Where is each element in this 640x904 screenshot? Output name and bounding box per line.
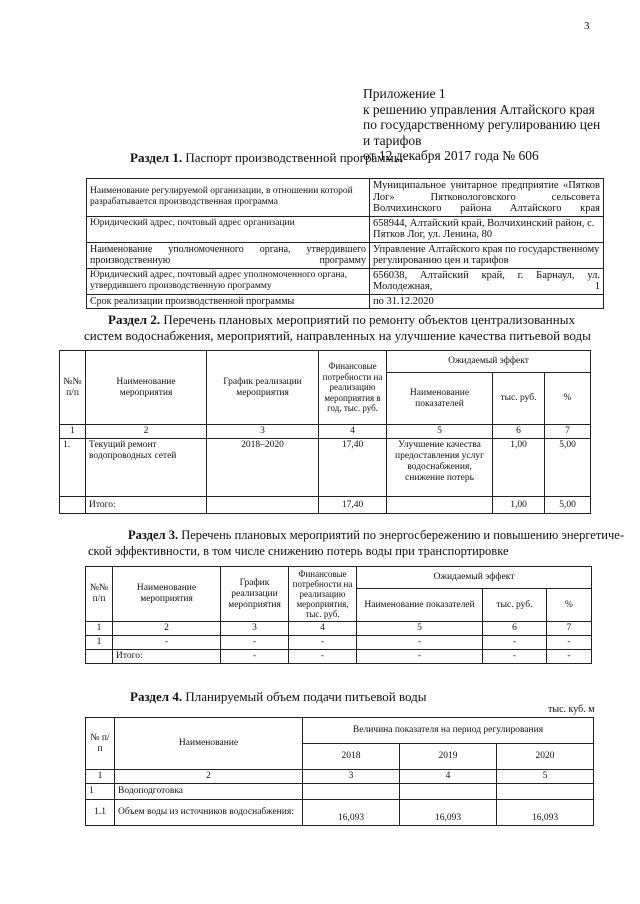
col-number: 1 bbox=[86, 770, 115, 784]
header-year: 2018 bbox=[303, 744, 400, 770]
col-number: 3 bbox=[221, 622, 289, 636]
table-row bbox=[60, 425, 591, 439]
header-num: № п/п bbox=[86, 718, 115, 770]
row-num: 1 bbox=[86, 784, 115, 800]
row-name: Объем воды из источников водоснабжения: bbox=[115, 800, 303, 826]
col-number: 3 bbox=[303, 770, 400, 784]
header-finance: Финансовые потребности на реализацию мероприятия, тыс. руб. bbox=[289, 567, 357, 622]
col-number: 1 bbox=[60, 425, 86, 439]
row-value: 16,093 bbox=[303, 800, 400, 826]
total-pct: - bbox=[547, 650, 592, 664]
row-name: Текущий ремонт водопроводных сетей bbox=[86, 439, 207, 497]
units-label: тыс. куб. м bbox=[548, 704, 595, 715]
row-finance: 17,40 bbox=[319, 439, 387, 497]
table-row bbox=[86, 718, 594, 744]
header-rub: тыс. руб. bbox=[483, 589, 547, 622]
total-label: Итого: bbox=[113, 650, 221, 664]
section2-title: Раздел 2. Перечень плановых мероприятий по ремонту объектов централизованных систем водоснабжения, мероприятий, направленных на улучшение качества питьевой воды bbox=[84, 312, 591, 343]
header-num: №№ п/п bbox=[86, 567, 113, 622]
passport-name: Наименование регулируемой организации, в отношении которой разрабатывается производственная программа bbox=[87, 179, 370, 217]
row-rub: 1,00 bbox=[493, 439, 545, 497]
header-indicator: Наименование показателей bbox=[357, 589, 483, 622]
row-schedule: 2018–2020 bbox=[207, 439, 319, 497]
total-label: Итого: bbox=[86, 497, 207, 514]
total-finance: - bbox=[289, 650, 357, 664]
total-rub: - bbox=[483, 650, 547, 664]
table-row bbox=[86, 636, 592, 650]
table-row bbox=[60, 439, 591, 497]
row-pct: - bbox=[547, 636, 592, 650]
appendix-line: и тарифов bbox=[363, 132, 422, 148]
header-finance: Финансовые потребности на реализацию мероприятия в год, тыс. руб. bbox=[319, 351, 387, 425]
passport-value: 658944, Алтайский край, Волчихинский район, с. Пятков Лог, ул. Ленина, 80 bbox=[370, 216, 604, 242]
table-row bbox=[86, 800, 594, 826]
header-pct: % bbox=[545, 373, 591, 425]
total-pct: 5,00 bbox=[545, 497, 591, 514]
table-row bbox=[87, 179, 604, 217]
table-row bbox=[60, 497, 591, 514]
row-value: 16,093 bbox=[497, 800, 594, 826]
header-effect: Ожидаемый эффект bbox=[387, 351, 591, 373]
table-row bbox=[87, 268, 604, 294]
passport-name: Наименование уполномоченного органа, утвердившего производственную программу bbox=[87, 242, 370, 268]
header-year: 2020 bbox=[497, 744, 594, 770]
row-pct: 5,00 bbox=[545, 439, 591, 497]
row-num: 1 bbox=[86, 636, 113, 650]
col-number: 1 bbox=[86, 622, 113, 636]
total-indicator: - bbox=[357, 650, 483, 664]
row-finance: - bbox=[289, 636, 357, 650]
table-row bbox=[86, 622, 592, 636]
header-indicator: Наименование показателей bbox=[387, 373, 493, 425]
col-number: 2 bbox=[115, 770, 303, 784]
row-indicator: - bbox=[357, 636, 483, 650]
section1-title: Раздел 1. Паспорт производственной программы bbox=[130, 150, 403, 165]
passport-value: по 31.12.2020 bbox=[370, 294, 604, 309]
passport-name: Срок реализации производственной программы bbox=[87, 294, 370, 309]
col-number: 7 bbox=[545, 425, 591, 439]
col-number: 2 bbox=[113, 622, 221, 636]
passport-value: 656038, Алтайский край, г. Барнаул, ул. Молодежная, 1 bbox=[370, 268, 604, 294]
page-number: 3 bbox=[584, 20, 590, 32]
col-number: 7 bbox=[547, 622, 592, 636]
row-schedule: - bbox=[221, 636, 289, 650]
appendix-line: к решению управления Алтайского края bbox=[363, 101, 595, 117]
passport-value: Управление Алтайского края по государственному регулированию цен и тарифов bbox=[370, 242, 604, 268]
header-name: Наименование bbox=[115, 718, 303, 770]
passport-name: Юридический адрес, почтовый адрес уполномоченного органа, утвердившего производственную программу bbox=[87, 268, 370, 294]
header-year: 2019 bbox=[400, 744, 497, 770]
table-row bbox=[86, 770, 594, 784]
header-name: Наименование мероприятия bbox=[113, 567, 221, 622]
section4-title: Раздел 4. Планируемый объем подачи питьевой воды bbox=[130, 689, 427, 704]
passport-name: Юридический адрес, почтовый адрес организации bbox=[87, 216, 370, 242]
table-row bbox=[87, 242, 604, 268]
col-number: 3 bbox=[207, 425, 319, 439]
header-num: №№ п/п bbox=[60, 351, 86, 425]
row-num: 1.1 bbox=[86, 800, 115, 826]
total-finance: 17,40 bbox=[319, 497, 387, 514]
row-value bbox=[303, 784, 400, 800]
row-value bbox=[497, 784, 594, 800]
table-row bbox=[86, 650, 592, 664]
header-period: Величина показателя на период регулирования bbox=[303, 718, 594, 744]
row-value: 16,093 bbox=[400, 800, 497, 826]
col-number: 6 bbox=[493, 425, 545, 439]
table-row bbox=[87, 294, 604, 309]
col-number: 2 bbox=[86, 425, 207, 439]
row-value bbox=[400, 784, 497, 800]
row-name: - bbox=[113, 636, 221, 650]
col-number: 5 bbox=[387, 425, 493, 439]
col-number: 4 bbox=[289, 622, 357, 636]
row-indicator: Улучшение качества предоставления услуг водоснабжения, снижение потерь bbox=[387, 439, 493, 497]
col-number: 4 bbox=[319, 425, 387, 439]
table-row bbox=[60, 351, 591, 373]
header-schedule: График реализации мероприятия bbox=[207, 351, 319, 425]
repair-table bbox=[59, 350, 591, 514]
total-schedule: - bbox=[221, 650, 289, 664]
appendix-line: Приложение 1 bbox=[363, 86, 446, 101]
header-pct: % bbox=[547, 589, 592, 622]
table-row bbox=[86, 567, 592, 589]
row-num: 1. bbox=[60, 439, 86, 497]
row-rub: - bbox=[483, 636, 547, 650]
col-number: 5 bbox=[357, 622, 483, 636]
water-volume-table bbox=[85, 717, 594, 826]
total-rub: 1,00 bbox=[493, 497, 545, 514]
header-name: Наименование мероприятия bbox=[86, 351, 207, 425]
table-row bbox=[86, 784, 594, 800]
passport-table bbox=[86, 178, 604, 309]
header-rub: тыс. руб. bbox=[493, 373, 545, 425]
energy-table bbox=[85, 566, 592, 664]
passport-value: Муниципальное унитарное предприятие «Пятков Лог» Пятковологовского сельсовета Волчихинского района Алтайского края bbox=[370, 179, 604, 217]
col-number: 6 bbox=[483, 622, 547, 636]
col-number: 5 bbox=[497, 770, 594, 784]
col-number: 4 bbox=[400, 770, 497, 784]
header-effect: Ожидаемый эффект bbox=[357, 567, 592, 589]
section3-title: Раздел 3. Перечень плановых мероприятий по энергосбережению и повышению энергетиче- ской эффективности, в том числе снижению потерь воды при транспортировке bbox=[88, 528, 624, 558]
appendix-line: от 12 декабря 2017 года № 606 bbox=[363, 148, 539, 163]
header-schedule: График реализации мероприятия bbox=[221, 567, 289, 622]
row-name: Водоподготовка bbox=[115, 784, 303, 800]
appendix-line: по государственному регулированию цен bbox=[363, 117, 601, 132]
table-row bbox=[87, 216, 604, 242]
